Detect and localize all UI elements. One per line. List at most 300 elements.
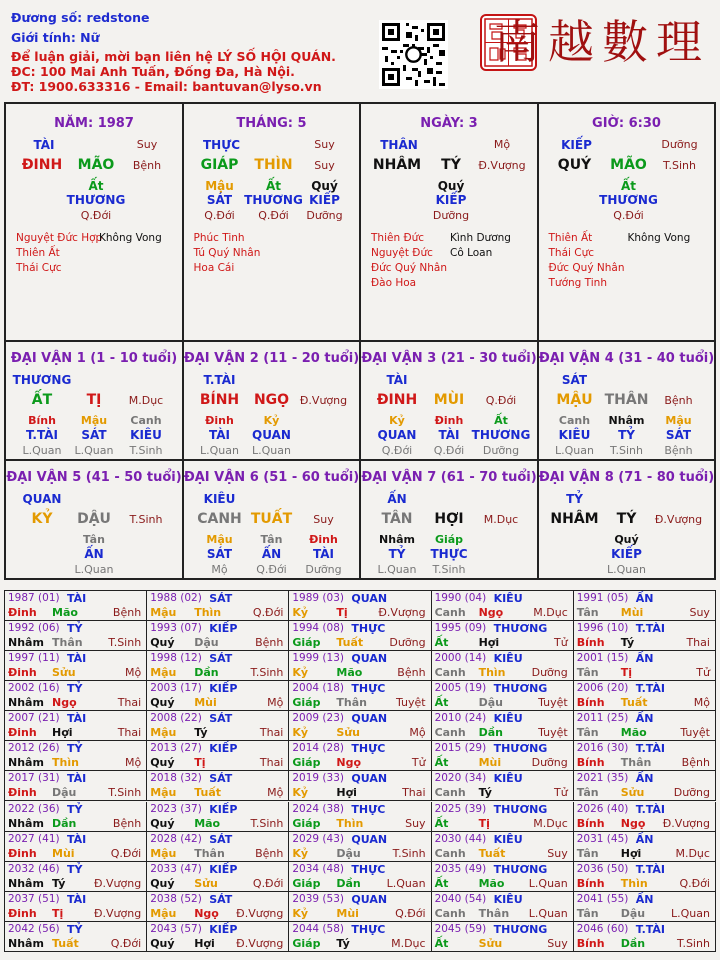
year-god: TỶ [67, 622, 83, 636]
hidden-stem: Ất [494, 414, 508, 427]
year-cell [5, 922, 147, 952]
year-stage: Tử [554, 636, 568, 650]
year-branch: Mùi [336, 906, 359, 920]
year-branch: Dần [52, 816, 77, 830]
year-label: 2019 (33) [292, 772, 344, 785]
year-branch: Tị [478, 816, 490, 830]
year-stage: M.Dục [675, 846, 710, 860]
hidden-god: TỶ [388, 547, 406, 561]
year-god: QUAN [351, 592, 388, 605]
year-god: TÀI [67, 652, 87, 666]
year-branch: Dần [336, 876, 361, 890]
cycle-stage: M.Dục [483, 513, 519, 526]
year-stem: Tân [576, 906, 599, 920]
year-stage: Q.Đới [395, 906, 426, 920]
year-label: 2044 (58) [292, 922, 344, 935]
cycle-title: ĐẠI VẬN 6 (51 - 60 tuổi) [183, 470, 360, 485]
year-label: 1999 (13) [292, 652, 344, 665]
year-stem: Tân [576, 666, 599, 680]
year-cell [574, 862, 716, 892]
year-stem: Mậu [150, 846, 177, 860]
year-label: 2022 (36) [8, 802, 60, 815]
year-stage: T.Sinh [677, 936, 710, 950]
year-stage: Mộ [693, 696, 710, 710]
hidden-stem: Bính [28, 414, 56, 427]
year-god: THƯƠNG [493, 802, 548, 816]
year-god: KIẾP [209, 922, 238, 936]
cycle-stage: Đ.Vượng [654, 513, 703, 526]
year-label: 2025 (39) [434, 802, 487, 815]
year-cell [432, 651, 574, 681]
year-cell [574, 651, 716, 681]
year-stage: M.Dục [533, 606, 568, 619]
year-stage: Mộ [267, 696, 284, 710]
year-label: 2024 (38) [292, 802, 344, 815]
year-stage: Thai [259, 756, 284, 770]
year-label: 2004 (18) [292, 682, 344, 695]
year-cell [289, 741, 431, 771]
year-label: 2010 (24) [434, 712, 487, 725]
year-branch: Dậu [620, 906, 646, 920]
year-cell [147, 771, 289, 801]
star: Đức Quý Nhân [548, 262, 625, 274]
year-branch: Sửu [194, 876, 218, 890]
year-stage: Đ.Vượng [236, 906, 284, 920]
year-cell [432, 802, 574, 832]
year-stem: Canh [434, 846, 466, 860]
year-stage: Mộ [124, 756, 142, 770]
hidden-stem: Ất [620, 179, 637, 193]
year-stem: Mậu [150, 606, 177, 619]
year-stage: T.Sinh [108, 636, 142, 650]
year-label: 2033 (47) [150, 862, 202, 875]
name-label: Đương số: redstone [11, 10, 150, 25]
year-branch: Dậu [52, 786, 77, 800]
year-stage: Mộ [267, 786, 284, 800]
year-stem: Nhâm [8, 636, 44, 650]
hidden-stem: Quý [437, 179, 465, 193]
year-label: 1997 (11) [8, 652, 60, 665]
year-god: ẤN [635, 832, 654, 846]
year-label: 1996 (10) [576, 622, 629, 635]
hidden-life: Dưỡng [306, 209, 343, 222]
year-cell [147, 651, 289, 681]
cycle-stem: ẤT [31, 392, 53, 408]
year-label: 2008 (22) [150, 712, 202, 725]
year-cell [5, 862, 147, 892]
year-god: KIẾP [209, 862, 238, 876]
year-stage: Suy [547, 846, 568, 860]
year-god: THƯƠNG [493, 682, 548, 696]
year-stem: Quý [150, 876, 175, 890]
year-label: 2039 (53) [292, 892, 344, 905]
hidden-god: SÁT [665, 428, 692, 442]
luck-cycles-row-1 [4, 342, 716, 461]
luck-cycle-8 [539, 461, 717, 580]
year-god: ẤN [635, 652, 654, 666]
year-stage: Q.Đới [252, 876, 284, 890]
year-branch: Mão [336, 666, 363, 680]
year-god: THỰC [351, 622, 386, 636]
year-stage: Bệnh [255, 636, 284, 650]
pillar-title: NĂM: 1987 [54, 116, 134, 131]
year-branch: Tý [620, 636, 635, 650]
year-branch: Tị [336, 606, 348, 619]
year-branch: Thân [194, 846, 225, 860]
pillar-branch: TÝ [441, 157, 461, 173]
year-stage: Suy [547, 936, 568, 950]
year-stem: Mậu [150, 786, 177, 800]
cycle-stage: T.Sinh [129, 513, 163, 526]
year-cell [574, 741, 716, 771]
year-stage: Bệnh [112, 816, 142, 830]
year-stem: Nhâm [8, 696, 44, 710]
year-stage: Thai [686, 636, 710, 650]
hidden-life: L.Quan [22, 444, 62, 457]
year-god: TÀI [67, 592, 87, 605]
hidden-god: THƯƠNG [599, 193, 658, 207]
hidden-stem: Mậu [205, 179, 234, 193]
year-label: 2002 (16) [8, 682, 60, 695]
year-god: ẤN [635, 712, 654, 726]
year-stem: Ất [434, 816, 449, 830]
year-branch: Hợi [478, 636, 500, 650]
year-label: 2000 (14) [434, 652, 487, 665]
cycle-stage: Q.Đới [485, 394, 517, 407]
header [0, 0, 720, 100]
year-stem: Mậu [150, 666, 177, 680]
year-stage: T.Sinh [108, 786, 142, 800]
luck-cycle-5 [6, 461, 184, 580]
hidden-stem: Canh [130, 414, 162, 427]
year-branch: Thìn [620, 876, 648, 890]
year-stem: Quý [150, 936, 175, 950]
hidden-stem: Giáp [434, 533, 464, 546]
contact-line: Để luận giải, mời bạn liên hệ LÝ SỐ HỘI QUÁN. [11, 49, 336, 64]
cycle-branch: NGỌ [253, 392, 290, 408]
year-god: ẤN [635, 772, 654, 786]
year-stage: L.Quan [528, 906, 568, 920]
hidden-stem: Ất [265, 179, 282, 193]
year-stem: Kỷ [292, 606, 309, 619]
cycle-stage: Suy [313, 513, 334, 526]
cycle-stage: M.Dục [128, 394, 164, 407]
hidden-life: L.Quan [74, 563, 114, 576]
year-label: 2001 (15) [576, 652, 629, 665]
pillar-day [361, 104, 539, 342]
year-label: 2003 (17) [150, 682, 202, 695]
year-stage: Q.Đới [110, 846, 142, 860]
year-cell [147, 681, 289, 711]
year-god: SÁT [209, 592, 233, 605]
hidden-life: Dưỡng [432, 209, 470, 222]
cycle-stage: Đ.Vượng [299, 394, 348, 407]
year-stage: Dưỡng [531, 756, 568, 770]
year-god: SÁT [209, 712, 233, 726]
year-cell [289, 771, 431, 801]
year-cell [574, 711, 716, 741]
hidden-god: THỰC [430, 547, 468, 561]
pillar-title: THÁNG: 5 [236, 116, 307, 131]
year-label: 1989 (03) [292, 592, 344, 604]
hidden-god: THƯƠNG [66, 193, 126, 207]
year-branch: Mão [194, 816, 221, 830]
year-stage: Bệnh [681, 756, 710, 770]
year-label: 2005 (19) [434, 682, 487, 695]
cycle-title: ĐẠI VẬN 3 (21 - 30 tuổi) [361, 351, 537, 366]
gender-label: Giới tính: Nữ [11, 30, 100, 45]
year-stem: Canh [434, 606, 466, 619]
star: Hoa Cái [193, 262, 235, 274]
year-stem: Giáp [292, 696, 321, 710]
hidden-god: KIÊU [130, 428, 162, 442]
hidden-life: Dưỡng [305, 563, 342, 576]
year-stem: Đinh [8, 726, 37, 740]
pillar-branch: THÌN [254, 157, 293, 173]
cycle-god: TÀI [386, 373, 408, 387]
year-branch: Hợi [194, 936, 215, 950]
year-god: TỶ [67, 862, 83, 876]
year-label: 2038 (52) [150, 892, 202, 905]
year-branch: Mùi [194, 696, 217, 710]
year-cell [432, 862, 574, 892]
year-branch: Thìn [336, 816, 364, 830]
cycle-stem: BÍNH [199, 392, 240, 408]
hidden-god: TÀI [438, 428, 460, 442]
year-god: TÀI [67, 892, 87, 906]
hidden-stem: Nhâm [608, 414, 645, 427]
year-stage: Suy [689, 606, 710, 619]
star: Thái Cực [16, 262, 62, 274]
year-branch: Sửu [52, 666, 76, 680]
star: Tướng Tinh [548, 277, 607, 289]
year-cell [574, 771, 716, 801]
year-cell [147, 591, 289, 621]
year-stem: Giáp [292, 936, 321, 950]
annual-luck-table [4, 590, 716, 952]
hidden-life: Q.Đới [256, 563, 287, 576]
year-god: THỰC [351, 922, 386, 936]
hidden-stem: Canh [558, 414, 591, 427]
year-stage: Thai [117, 726, 142, 740]
year-stage: Q.Đới [110, 936, 142, 950]
year-branch: Ngọ [478, 606, 504, 619]
year-cell [432, 621, 574, 651]
year-cell [574, 681, 716, 711]
year-stage: L.Quan [670, 906, 710, 920]
year-branch: Tý [52, 876, 66, 890]
hidden-god: ẤN [261, 547, 282, 561]
year-god: KIẾP [209, 682, 238, 696]
year-branch: Tị [52, 906, 64, 920]
star: Phúc Tinh [193, 232, 245, 244]
year-label: 1988 (02) [150, 592, 202, 604]
year-branch: Thìn [52, 756, 79, 770]
luck-cycle-2 [184, 342, 362, 461]
cycle-stage: Bệnh [664, 394, 693, 407]
year-stage: Đ.Vượng [378, 606, 426, 619]
star: Tú Quý Nhân [193, 247, 261, 259]
year-stem: Tân [576, 786, 599, 800]
hidden-stem: Đinh [205, 414, 234, 427]
year-god: QUAN [351, 712, 388, 726]
year-branch: Tị [194, 756, 206, 770]
year-stem: Bính [576, 936, 605, 950]
year-cell [5, 651, 147, 681]
year-label: 1990 (04) [434, 592, 487, 604]
year-branch: Tý [336, 936, 350, 950]
year-god: KIẾP [209, 622, 238, 636]
year-god: THỰC [351, 682, 386, 696]
year-label: 2021 (35) [576, 772, 629, 785]
year-label: 2034 (48) [292, 862, 344, 875]
luck-cycle-6 [184, 461, 362, 580]
hidden-life: Dưỡng [482, 444, 520, 457]
pillar-stage: Đ.Vượng [478, 159, 526, 172]
hidden-life: L.Quan [74, 444, 114, 457]
year-branch: Tuất [478, 846, 506, 860]
hidden-stem: Quý [614, 533, 639, 546]
year-branch: Tuất [194, 786, 221, 800]
year-branch: Tý [478, 786, 492, 800]
year-label: 1993 (07) [150, 622, 202, 635]
luck-cycle-3 [361, 342, 539, 461]
year-cell [5, 771, 147, 801]
year-cell [289, 681, 431, 711]
year-cell [574, 802, 716, 832]
pillar-branch: MÃO [610, 157, 647, 173]
cycle-title: ĐẠI VẬN 2 (11 - 20 tuổi) [183, 351, 360, 366]
star: Thiên Ất [16, 247, 60, 259]
year-branch: Mùi [478, 756, 502, 770]
pillar-stem: NHÂM [372, 157, 422, 173]
cycle-branch: THÂN [604, 392, 649, 408]
year-stem: Nhâm [8, 756, 44, 770]
cycle-branch: TUẤT [250, 511, 293, 527]
hidden-life: Mộ [211, 563, 228, 576]
cycle-branch: DẬU [77, 511, 111, 527]
luck-cycle-1 [6, 342, 184, 461]
year-branch: Dần [620, 936, 646, 950]
hidden-life: Bệnh [664, 444, 693, 457]
pillar-god: KIẾP [561, 138, 592, 152]
pillar-stage-top: Suy [136, 138, 158, 151]
pillar-stem: ĐINH [21, 157, 63, 173]
hidden-life: Q.Đới [80, 209, 112, 222]
hidden-god: TÀI [208, 428, 231, 442]
year-stem: Bính [576, 756, 605, 770]
star: Đức Quý Nhân [371, 262, 447, 274]
year-god: KIẾP [209, 742, 238, 756]
hidden-stem: Mậu [665, 414, 692, 427]
cycle-god: KIÊU [203, 492, 236, 506]
hidden-stem: Tân [260, 533, 283, 546]
hidden-life: Q.Đới [381, 444, 413, 457]
year-god: SÁT [209, 832, 233, 846]
year-label: 2029 (43) [292, 832, 344, 845]
star: Thiên Đức [371, 232, 425, 244]
year-branch: Hợi [336, 786, 357, 800]
year-god: KIẾP [209, 802, 238, 816]
year-stem: Canh [434, 666, 466, 680]
year-god: TỶ [67, 922, 83, 936]
hidden-life: L.Quan [252, 444, 291, 457]
year-cell [574, 922, 716, 952]
year-god: THƯƠNG [493, 862, 548, 876]
year-branch: Ngọ [336, 756, 362, 770]
year-stage: Bệnh [255, 846, 284, 860]
pillar-hour [539, 104, 717, 342]
year-branch: Dần [478, 726, 503, 740]
year-god: QUAN [351, 772, 388, 786]
year-branch: Dần [194, 666, 219, 680]
year-stage: Suy [405, 816, 426, 830]
phone-line: ĐT: 1900.633316 - Email: bantuvan@lyso.vn [11, 79, 322, 94]
hidden-stem: Đinh [434, 414, 464, 427]
year-label: 2026 (40) [576, 802, 629, 815]
pillar-stage: Suy [314, 159, 335, 172]
hidden-life: Q.Đới [433, 444, 465, 457]
year-stem: Bính [576, 636, 605, 650]
star: Nguyệt Đức Hợp [16, 232, 103, 244]
year-branch: Sửu [336, 726, 360, 740]
cycle-title: ĐẠI VẬN 8 (71 - 80 tuổi) [538, 470, 715, 485]
year-god: KIÊU [493, 832, 523, 846]
year-label: 2007 (21) [8, 712, 60, 725]
hidden-stem: Mậu [80, 414, 108, 427]
year-god: SÁT [209, 652, 233, 666]
year-stem: Nhâm [8, 816, 44, 830]
cycle-stem: NHÂM [550, 511, 599, 527]
year-cell [432, 591, 574, 621]
year-cell [5, 802, 147, 832]
year-branch: Tuất [620, 696, 648, 710]
year-stage: Đ.Vượng [93, 906, 142, 920]
year-cell [147, 621, 289, 651]
year-stage: T.Sinh [392, 846, 426, 860]
year-branch: Ngọ [620, 816, 646, 830]
year-stem: Đinh [8, 846, 37, 860]
star: Cô Loan [450, 247, 493, 259]
year-label: 1991 (05) [576, 592, 629, 604]
year-god: THỰC [351, 862, 386, 876]
year-branch: Dậu [478, 696, 503, 710]
cycle-title: ĐẠI VẬN 4 (31 - 40 tuổi) [538, 351, 715, 366]
year-stem: Ất [434, 636, 449, 650]
year-god: THỰC [351, 742, 386, 756]
year-stage: Thai [259, 726, 284, 740]
year-stem: Giáp [292, 816, 321, 830]
hidden-god: TỶ [618, 428, 635, 442]
year-branch: Mùi [52, 846, 75, 860]
hidden-life: L.Quan [555, 444, 594, 457]
year-god: TỶ [67, 802, 83, 816]
year-stem: Canh [434, 906, 466, 920]
pillar-stage: T.Sinh [663, 159, 696, 172]
hidden-life: Q.Đới [613, 209, 644, 222]
year-stem: Canh [434, 786, 466, 800]
year-stage: Mộ [409, 726, 426, 740]
qr-code-icon [379, 20, 448, 89]
cycle-branch: HỢI [434, 511, 464, 527]
year-stage: Tử [696, 666, 710, 680]
year-branch: Ngọ [194, 906, 219, 920]
year-branch: Sửu [620, 786, 645, 800]
year-stem: Bính [576, 876, 605, 890]
year-cell [289, 621, 431, 651]
star: Không Vong [99, 232, 162, 244]
year-cell [147, 922, 289, 952]
